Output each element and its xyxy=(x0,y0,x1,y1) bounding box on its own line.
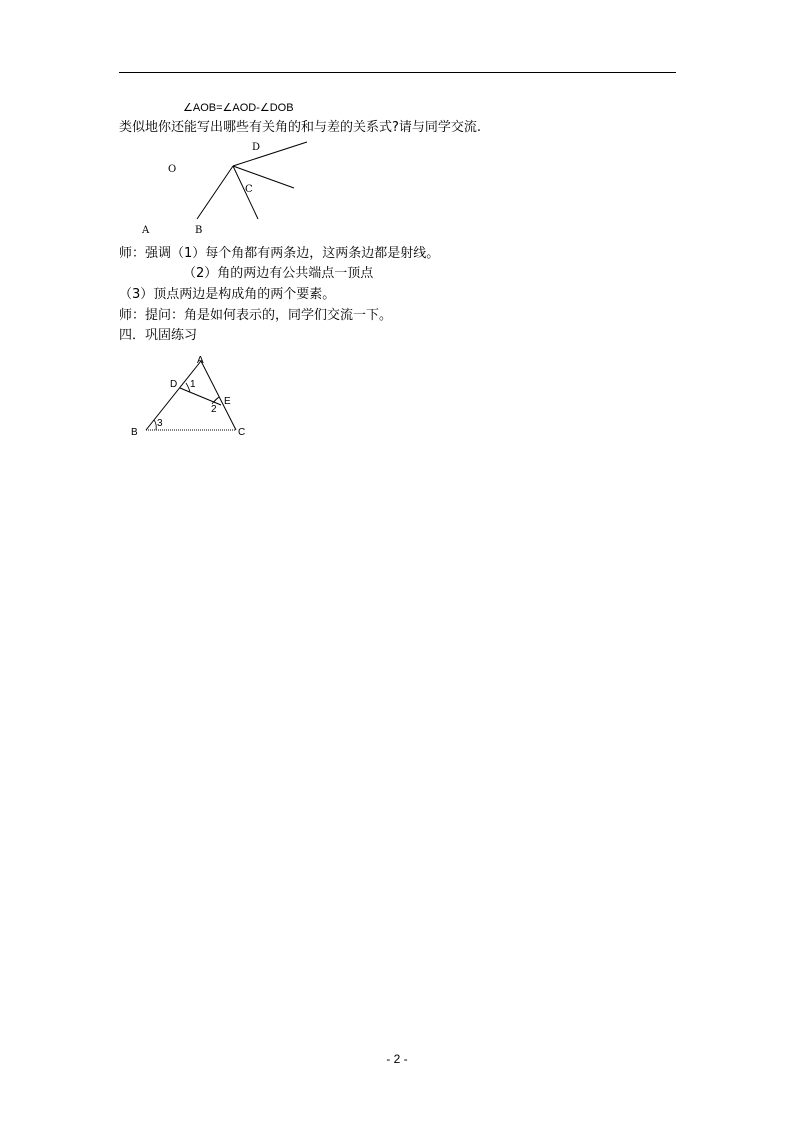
triangle-figure xyxy=(0,0,794,450)
teacher-question: 师：提问：角是如何表示的，同学们交流一下。 xyxy=(119,308,393,323)
tri-label-2: 2 xyxy=(211,404,217,415)
tri-label-a: A xyxy=(197,355,204,366)
emphasis-line-2: （2）角的两边有公共端点一顶点 xyxy=(183,266,374,281)
tri-label-b: B xyxy=(131,427,138,438)
tri-label-1: 1 xyxy=(190,379,196,390)
label-b: B xyxy=(195,225,203,236)
tri-label-e: E xyxy=(224,396,231,407)
page-number: - 2 - xyxy=(386,1052,408,1066)
tri-label-d: D xyxy=(170,379,178,390)
tri-label-3: 3 xyxy=(157,418,163,429)
section-heading: 四．巩固练习 xyxy=(119,328,198,343)
tri-label-c: C xyxy=(238,427,246,438)
label-o: O xyxy=(168,164,177,175)
label-a: A xyxy=(142,225,150,236)
emphasis-line-3: （3）顶点两边是构成角的两个要素。 xyxy=(119,287,336,302)
question-text: 类似地你还能写出哪些有关角的和与差的关系式?请与同学交流. xyxy=(119,120,482,135)
angle-formula: ∠AOB=∠AOD-∠DOB xyxy=(183,102,294,114)
emphasis-line-1: 师：强调（1）每个角都有两条边，这两条边都是射线。 xyxy=(119,246,440,261)
angle-3-arc xyxy=(154,420,156,430)
label-c: C xyxy=(245,184,253,195)
label-d: D xyxy=(252,142,261,153)
segment-de xyxy=(180,388,221,405)
side-ab xyxy=(146,361,201,430)
